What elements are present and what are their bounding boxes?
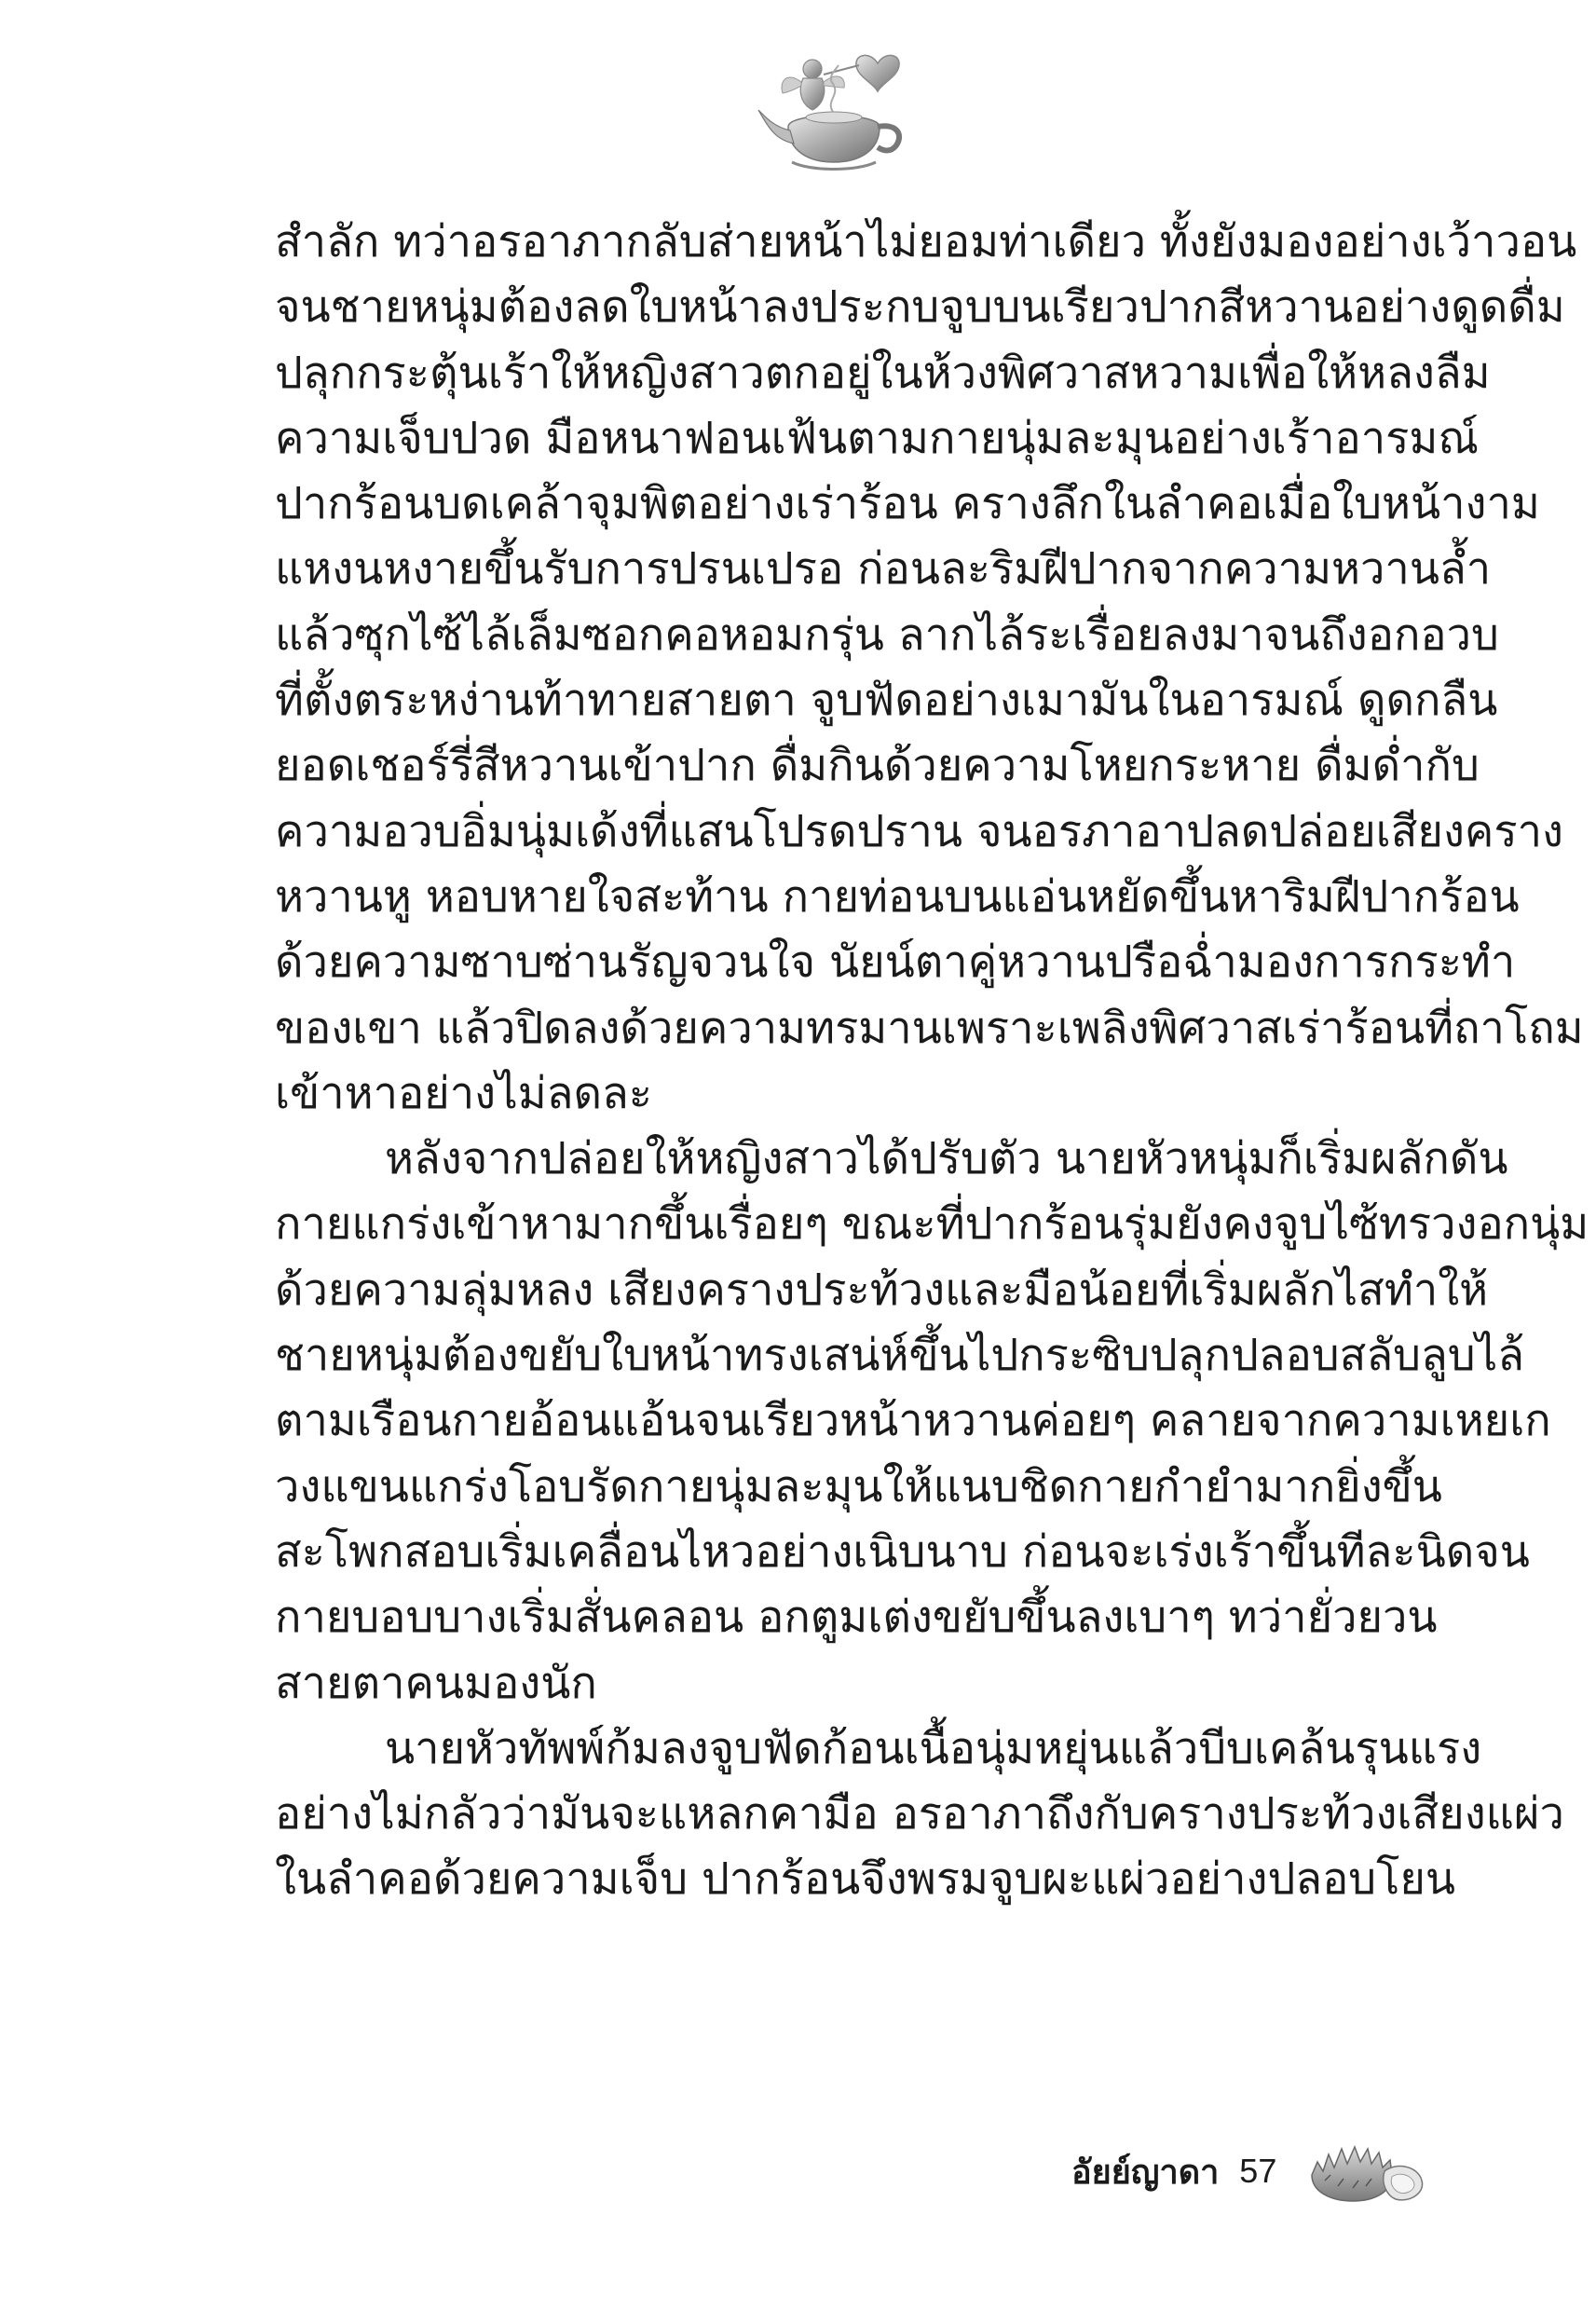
text-line: ปลุกกระตุ้นเร้าให้หญิงสาวตกอยู่ในห้วงพิศวาสหวามเพื่อให้หลงลืม bbox=[275, 347, 1491, 399]
text-line: สะโพกสอบเริ่มเคลื่อนไหวอย่างเนิบนาบ ก่อนจะเร่งเร้าขึ้นทีละนิดจน bbox=[275, 1525, 1530, 1578]
text-line: ความอวบอิ่มนุ่มเด้งที่แสนโปรดปราน จนอรภาอาปลดปล่อยเสียงคราง bbox=[275, 805, 1563, 857]
page-number: 57 bbox=[1239, 2152, 1277, 2190]
text-line: เข้าหาอย่างไม่ลดละ bbox=[275, 1067, 653, 1119]
text-line: ด้วยความซาบซ่านรัญจวนใจ นัยน์ตาคู่หวานปรือฉ่ำมองการกระทำ bbox=[275, 937, 1516, 989]
text-line: หวานหู หอบหายใจสะท้าน กายท่อนบนแอ่นหยัดขึ้นหาริมฝีปากร้อน bbox=[275, 870, 1520, 923]
text-line: นายหัวทัพพ์ก้มลงจูบฟัดก้อนเนื้อนุ่มหยุ่นแล้วบีบเคล้นรุนแรง bbox=[385, 1722, 1482, 1774]
text-line: อย่างไม่กลัวว่ามันจะแหลกคามือ อรอาภาถึงกับครางประท้วงเสียงแผ่ว bbox=[275, 1788, 1564, 1840]
body-text bbox=[275, 210, 1589, 1913]
text-line: กายแกร่งเข้าหามากขึ้นเรื่อยๆ ขณะที่ปากร้อนรุ่มยังคงจูบไซ้ทรวงอกนุ่ม bbox=[275, 1198, 1589, 1251]
text-line: ที่ตั้งตระหง่านท้าทายสายตา จูบฟัดอย่างเมามันในอารมณ์ ดูดกลืน bbox=[275, 675, 1498, 727]
text-line: ตามเรือนกายอ้อนแอ้นจนเรียวหน้าหวานค่อยๆ คลายจากความเหยเก bbox=[275, 1395, 1551, 1447]
text-line: ยอดเชอร์รี่สีหวานเข้าปาก ดื่มกินด้วยความโหยกระหาย ดื่มด่ำกับ bbox=[275, 740, 1480, 792]
text-line: ปากร้อนบดเคล้าจุมพิตอย่างเร่าร้อน ครางลึกในลำคอเมื่อใบหน้างาม bbox=[275, 478, 1540, 530]
text-line: แล้วซุกไซ้ไล้เล็มซอกคอหอมกรุ่น ลากไล้ระเรื่อยลงมาจนถึงอกอวบ bbox=[275, 609, 1499, 661]
text-line: ชายหนุ่มต้องขยับใบหน้าทรงเสน่ห์ขึ้นไปกระซิบปลุกปลอบสลับลูบไล้ bbox=[275, 1330, 1525, 1382]
text-line: ในลำคอด้วยความเจ็บ ปากร้อนจึงพรมจูบผะแผ่วอย่างปลอบโยน bbox=[275, 1853, 1456, 1906]
text-line: จนชายหนุ่มต้องลดใบหน้าลงประกบจูบบนเรียวปากสีหวานอย่างดูดดื่ม bbox=[275, 281, 1565, 334]
text-line: สายตาคนมองนัก bbox=[275, 1657, 597, 1709]
text-line: กายบอบบางเริ่มสั่นคลอน อกตูมเต่งขยับขึ้นลงเบาๆ ทว่ายั่วยวน bbox=[275, 1592, 1438, 1644]
text-line: แหงนหงายขึ้นรับการปรนเปรอ ก่อนละริมฝีปากจากความหวานล้ำ bbox=[275, 543, 1492, 595]
teapot-cupid-ornament-icon bbox=[755, 37, 913, 177]
durian-icon bbox=[1306, 2134, 1427, 2208]
text-line: หลังจากปล่อยให้หญิงสาวได้ปรับตัว นายหัวหนุ่มก็เริ่มผลักดัน bbox=[385, 1133, 1508, 1185]
page-footer bbox=[1071, 2139, 1427, 2204]
text-line: สำลัก ทว่าอรอาภากลับส่ายหน้าไม่ยอมท่าเดียว ทั้งยังมองอย่างเว้าวอน bbox=[275, 216, 1577, 267]
text-line: ด้วยความลุ่มหลง เสียงครางประท้วงและมือน้อยที่เริ่มผลักไสทำให้ bbox=[275, 1264, 1489, 1316]
text-line: ของเขา แล้วปิดลงด้วยความทรมานเพราะเพลิงพิศวาสเร่าร้อนที่ถาโถม bbox=[275, 1002, 1584, 1054]
text-line: วงแขนแกร่งโอบรัดกายนุ่มละมุนให้แนบชิดกายกำยำมากยิ่งขึ้น bbox=[275, 1460, 1442, 1512]
text-line: ความเจ็บปวด มือหนาฟอนเฟ้นตามกายนุ่มละมุนอย่างเร้าอารมณ์ bbox=[275, 412, 1479, 464]
author-name: อัยย์ญาดา bbox=[1071, 2153, 1220, 2192]
